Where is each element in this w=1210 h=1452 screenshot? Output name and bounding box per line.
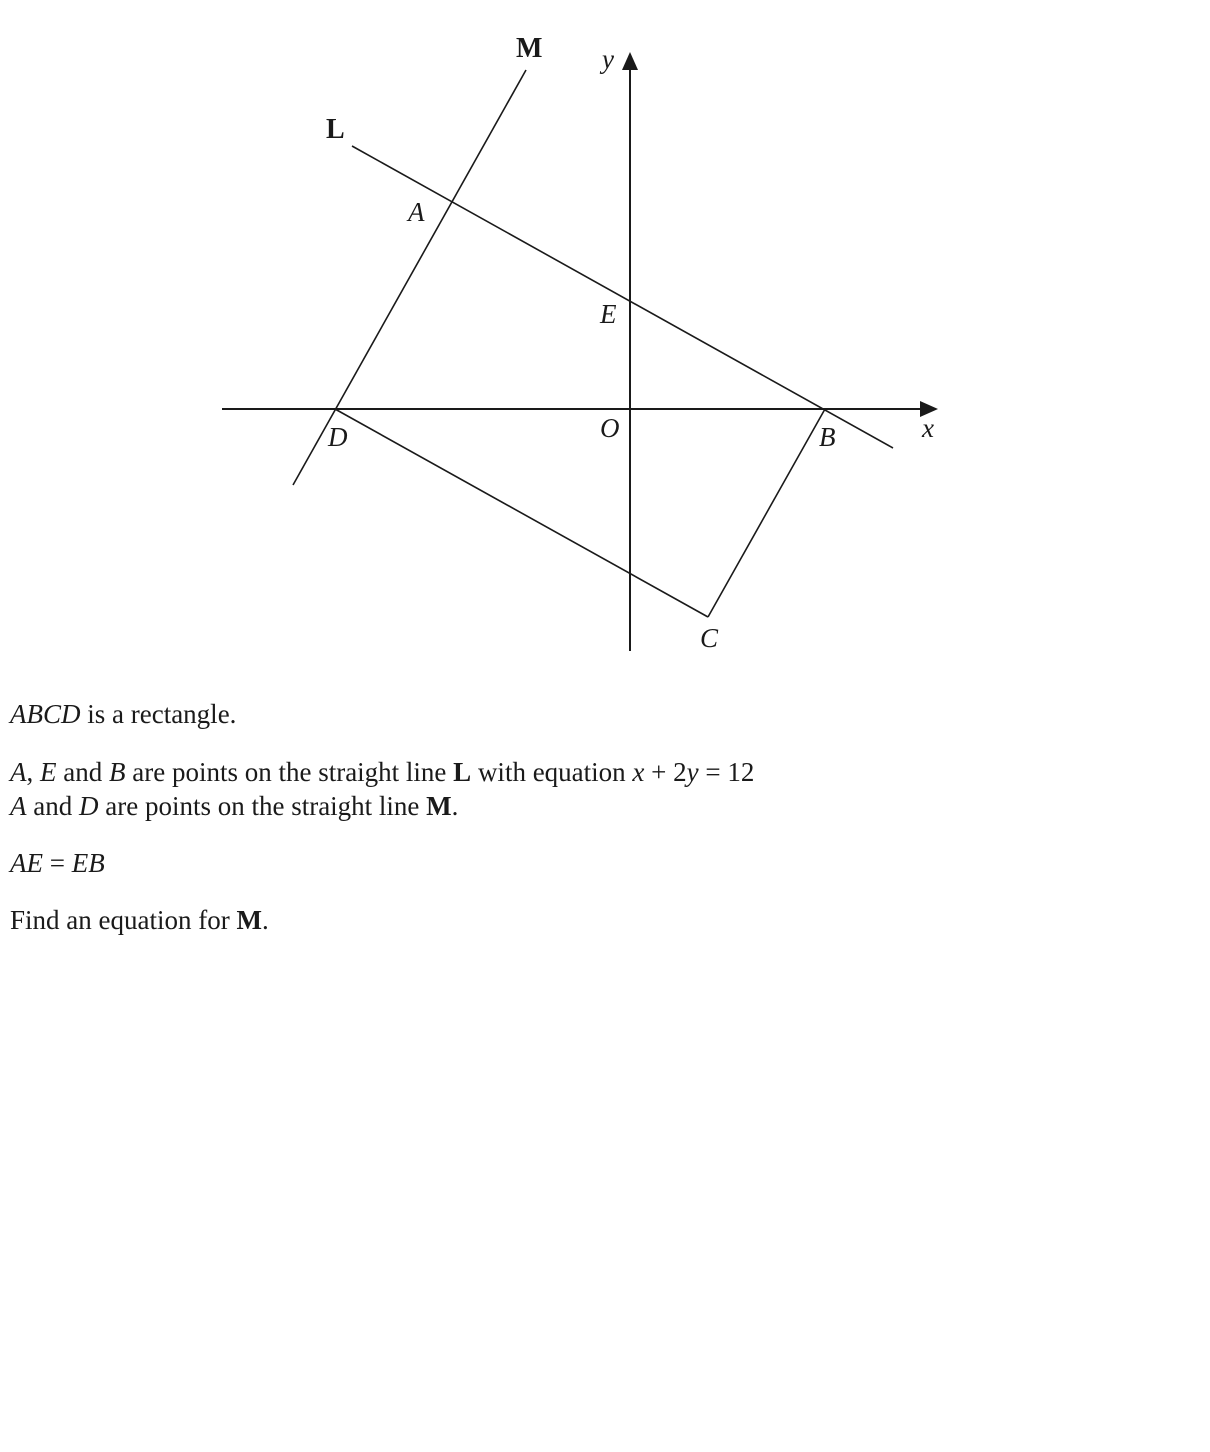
point-d-label: D bbox=[328, 422, 348, 452]
side-cb bbox=[708, 409, 825, 617]
statement-line-m: A and D are points on the straight line M. bbox=[10, 791, 459, 821]
x-axis-label: x bbox=[922, 413, 934, 443]
point-e-label: E bbox=[600, 299, 617, 329]
y-axis-label: y bbox=[602, 44, 614, 74]
coordinate-diagram bbox=[0, 0, 1210, 670]
question-prompt: Find an equation for M. bbox=[10, 905, 269, 935]
line-l bbox=[352, 146, 893, 448]
y-axis-arrow bbox=[622, 52, 638, 70]
point-a-label: A bbox=[408, 197, 425, 227]
line-l-label: L bbox=[326, 114, 345, 145]
side-dc bbox=[335, 409, 708, 617]
origin-label: O bbox=[600, 413, 620, 443]
statement-ae-eb: AE = EB bbox=[10, 848, 105, 878]
point-c-label: C bbox=[700, 623, 719, 653]
statement-line-l: A, E and B are points on the straight line L with equation x + 2y = 12 bbox=[10, 757, 755, 787]
line-m-label: M bbox=[516, 33, 543, 64]
statement-rectangle: ABCD is a rectangle. bbox=[10, 699, 237, 729]
point-b-label: B bbox=[819, 422, 836, 452]
